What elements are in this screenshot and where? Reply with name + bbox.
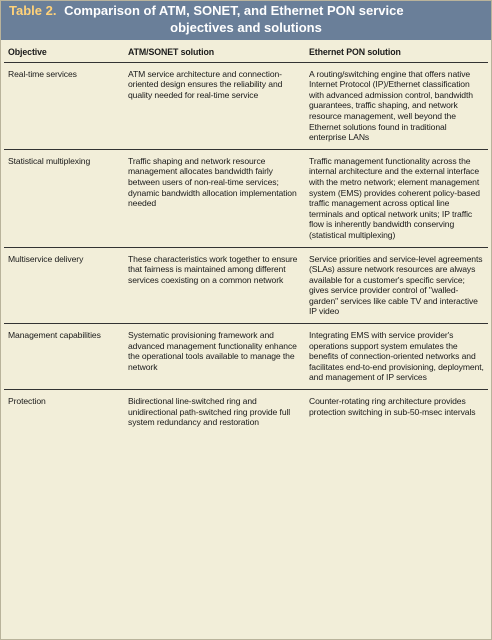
epon-solution-cell: Traffic management functionality across the internal architecture and the external interface with the metro network; element management system (EMS) provides coherent policy-based traffic management across optical line terminals and optical network units; IP traffic flow is inherently bandwidth conserving (statistical multiplexing) bbox=[305, 149, 488, 247]
objective-cell: Statistical multiplexing bbox=[4, 149, 124, 247]
column-header-atm-sonet: ATM/SONET solution bbox=[124, 41, 305, 62]
table-row bbox=[4, 247, 488, 324]
atm-solution-cell: Traffic shaping and network resource management allocates bandwidth fairly between users of non-real-time services; dynamic bandwidth allocation implementation needed bbox=[124, 149, 305, 247]
table-header-row bbox=[4, 41, 488, 62]
atm-solution-cell: Systematic provisioning framework and advanced management functionality enhance the operational tools available to manage the network bbox=[124, 324, 305, 390]
objective-cell: Protection bbox=[8, 396, 46, 407]
epon-solution-cell: Counter-rotating ring architecture provides protection switching in sub-50-msec intervals bbox=[309, 396, 476, 417]
table-title-bar bbox=[1, 1, 491, 40]
table-row bbox=[4, 149, 488, 247]
column-header-objective: Objective bbox=[4, 41, 124, 62]
epon-solution-cell: A routing/switching engine that offers native Internet Protocol (IP)/Ethernet classification with advanced admission control, bandwidth guarantees, traffic shaping, and network resource management, well beyond the Ethernet solutions found in traditional enterprise LANs bbox=[305, 62, 488, 149]
table-title-line2: objectives and solutions bbox=[170, 20, 322, 35]
objective-cell: Real-time services bbox=[4, 62, 124, 149]
table-title-line1 bbox=[9, 3, 483, 19]
table-row bbox=[4, 390, 488, 434]
column-header-ethernet-pon: Ethernet PON solution bbox=[305, 41, 488, 62]
epon-solution-cell: Service priorities and service-level agreements (SLAs) assure network resources are always available for a customer's specific service; gives service provider control of "walled-garden" services like cable TV and interactive IP video bbox=[305, 247, 488, 324]
epon-solution-cell: Integrating EMS with service provider's operations support system emulates the benefits of connection-oriented networks and facilitates end-to-end provisioning, deployment, and management of IP services bbox=[305, 324, 488, 390]
comparison-table bbox=[4, 41, 488, 434]
table-title-text: Comparison of ATM, SONET, and Ethernet PON service bbox=[64, 3, 404, 18]
atm-solution-cell: These characteristics work together to ensure that fairness is maintained among different services coexisting on a common network bbox=[124, 247, 305, 324]
objective-cell: Management capabilities bbox=[4, 324, 124, 390]
table-row bbox=[4, 62, 488, 149]
objective-cell: Multiservice delivery bbox=[4, 247, 124, 324]
atm-solution-cell: ATM service architecture and connection-oriented design ensures the reliability and quality needed for real-time service bbox=[124, 62, 305, 149]
atm-solution-cell: Bidirectional line-switched ring and unidirectional path-switched ring provide full system redundancy and restoration bbox=[128, 396, 291, 428]
table-number: Table 2. bbox=[9, 3, 57, 18]
table-row bbox=[4, 324, 488, 390]
